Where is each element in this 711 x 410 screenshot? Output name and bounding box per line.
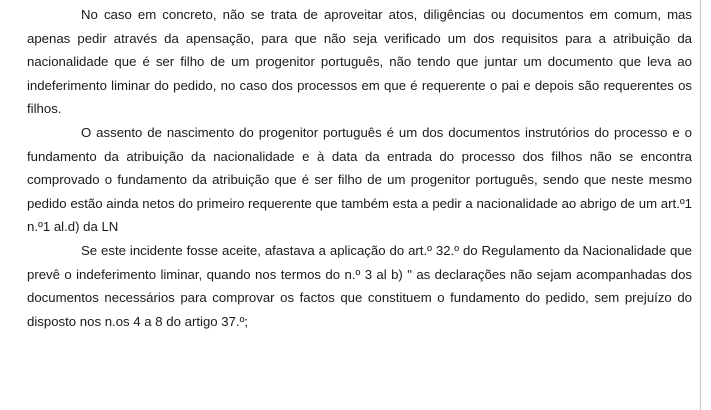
paragraph-2: O assento de nascimento do progenitor português é um dos documentos instrutórios do processo e o fundamento da atribuição da nacionalidade e à data da entrada do processo dos filhos não se encontra comprovado o fundamento da atribuição que é ser filho de um progenitor português, sendo que neste mesmo pedido estão ainda netos do primeiro requerente que também esta a pedir a nacionalidade ao abrigo de um art.º1 n.º1 al.d) da LN: [27, 124, 692, 235]
document-body: [27, 3, 692, 333]
paragraph-3: Se este incidente fosse aceite, afastava a aplicação do art.º 32.º do Regulamento da Nacionalidade que prevê o indeferimento liminar, quando nos termos do n.º 3 al b) " as declarações não sejam acompanhadas dos documentos necessários para comprovar os factos que constituem o fundamento do pedido, sem prejuízo do disposto nos n.os 4 a 8 do artigo 37.º;: [27, 242, 692, 329]
paragraph-1: No caso em concreto, não se trata de aproveitar atos, diligências ou documentos em comum, mas apenas pedir através da apensação, para que não seja verificado um dos requisitos para a atribuição da nacionalidade que é ser filho de um progenitor português, não tendo que juntar um documento que leva ao indeferimento liminar do pedido, no caso dos processos em que é requerente o pai e depois são requerentes os filhos.: [27, 7, 692, 117]
page-edge-divider: [700, 0, 701, 410]
